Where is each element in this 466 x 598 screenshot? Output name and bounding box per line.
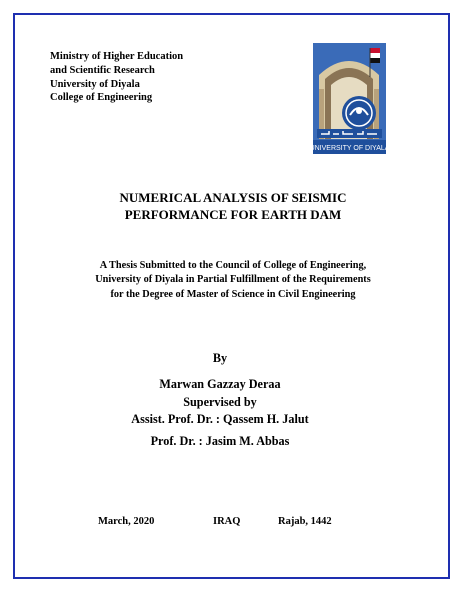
logo-caption: UNIVERSITY OF DIYALA <box>313 145 386 152</box>
submission-line: A Thesis Submitted to the Council of College of Engineering, <box>99 260 367 271</box>
supervised-label: Supervised by <box>183 394 257 409</box>
ministry-line: Ministry of Higher Education <box>50 51 184 62</box>
ministry-block <box>50 50 183 105</box>
country: IRAQ <box>213 516 241 527</box>
submission-line: University of Diyala in Partial Fulfillment of the Requirements <box>95 274 371 286</box>
author-name: Marwan Gazzay Deraa <box>159 377 281 392</box>
date-gregorian: March, 2020 <box>98 516 155 527</box>
by-label: By <box>212 351 228 365</box>
title-line: PERFORMANCE FOR EARTH DAM <box>124 206 342 222</box>
title-line: NUMERICAL ANALYSIS OF SEISMIC <box>119 190 347 205</box>
submission-line: for the Degree of Master of Science in Civil Engineering <box>110 288 356 300</box>
supervisor-1: Assist. Prof. Dr. : Qassem H. Jalut <box>131 411 309 426</box>
supervisor-2: Prof. Dr. : Jasim M. Abbas <box>150 434 290 449</box>
university-logo <box>313 43 386 154</box>
date-hijri: Rajab, 1442 <box>278 516 332 527</box>
thesis-title <box>0 190 466 223</box>
college-line: College of Engineering <box>50 92 153 104</box>
submission-statement <box>0 259 466 302</box>
authors-block <box>0 350 440 450</box>
ministry-line: and Scientific Research <box>50 64 155 76</box>
university-line: University of Diyala <box>50 78 140 90</box>
